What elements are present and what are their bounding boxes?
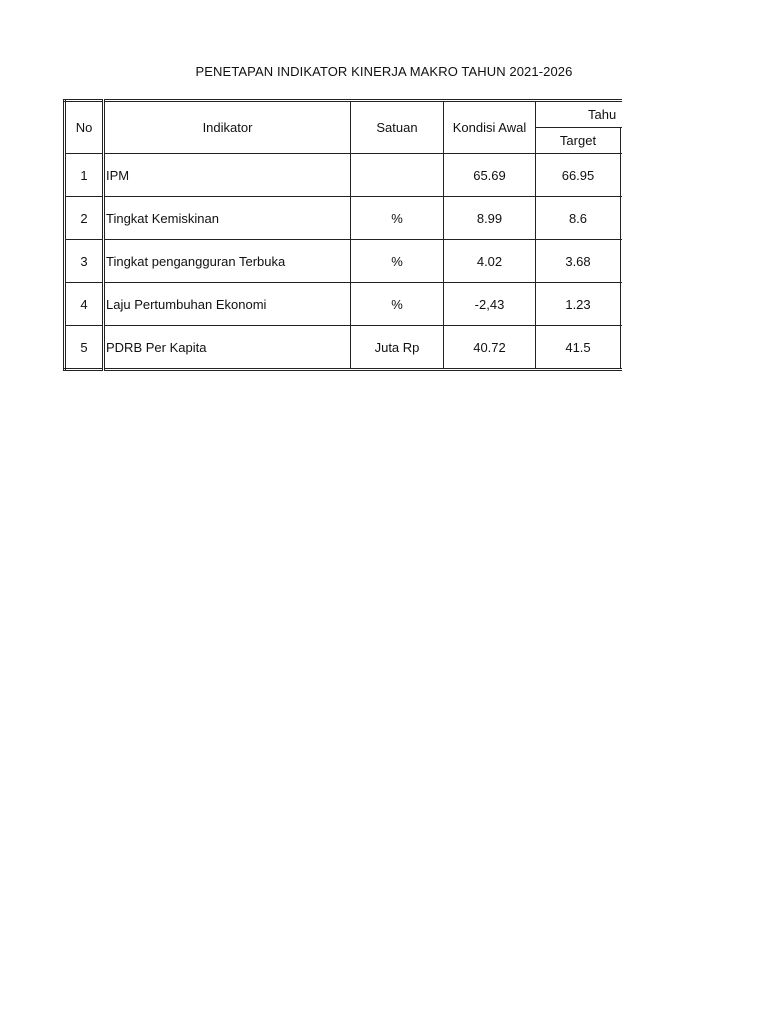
indicator-table [63, 99, 622, 371]
row-kondisi-awal: 4.02 [444, 240, 536, 283]
header-tahun: Tahu [536, 101, 623, 128]
row-next [621, 154, 623, 197]
header-kondisi-awal: Kondisi Awal [444, 101, 536, 154]
row-no: 1 [65, 154, 104, 197]
row-indikator: Tingkat Kemiskinan [104, 197, 351, 240]
row-indikator: Tingkat pengangguran Terbuka [104, 240, 351, 283]
row-kondisi-awal: 40.72 [444, 326, 536, 370]
row-indikator: PDRB Per Kapita [104, 326, 351, 370]
row-no: 5 [65, 326, 104, 370]
row-satuan: % [351, 283, 444, 326]
row-next [621, 197, 623, 240]
row-target: 66.95 [536, 154, 621, 197]
table-row [65, 154, 623, 197]
row-kondisi-awal: 65.69 [444, 154, 536, 197]
row-next [621, 240, 623, 283]
row-kondisi-awal: 8.99 [444, 197, 536, 240]
row-indikator: IPM [104, 154, 351, 197]
row-kondisi-awal: -2,43 [444, 283, 536, 326]
row-target: 8.6 [536, 197, 621, 240]
row-target: 3.68 [536, 240, 621, 283]
table-row [65, 240, 623, 283]
table-row [65, 326, 623, 370]
row-no: 2 [65, 197, 104, 240]
row-target: 1.23 [536, 283, 621, 326]
row-satuan: Juta Rp [351, 326, 444, 370]
row-next [621, 326, 623, 370]
row-satuan: % [351, 197, 444, 240]
row-no: 3 [65, 240, 104, 283]
header-satuan: Satuan [351, 101, 444, 154]
row-satuan [351, 154, 444, 197]
table-row [65, 283, 623, 326]
table-viewport [63, 99, 622, 371]
page-title: PENETAPAN INDIKATOR KINERJA MAKRO TAHUN 2021-2026 [195, 64, 573, 79]
row-next [621, 283, 623, 326]
header-no: No [65, 101, 104, 154]
header-target: Target [536, 128, 621, 154]
row-target: 41.5 [536, 326, 621, 370]
row-indikator: Laju Pertumbuhan Ekonomi [104, 283, 351, 326]
table-row [65, 197, 623, 240]
row-satuan: % [351, 240, 444, 283]
header-indikator: Indikator [104, 101, 351, 154]
header-next [621, 128, 623, 154]
row-no: 4 [65, 283, 104, 326]
